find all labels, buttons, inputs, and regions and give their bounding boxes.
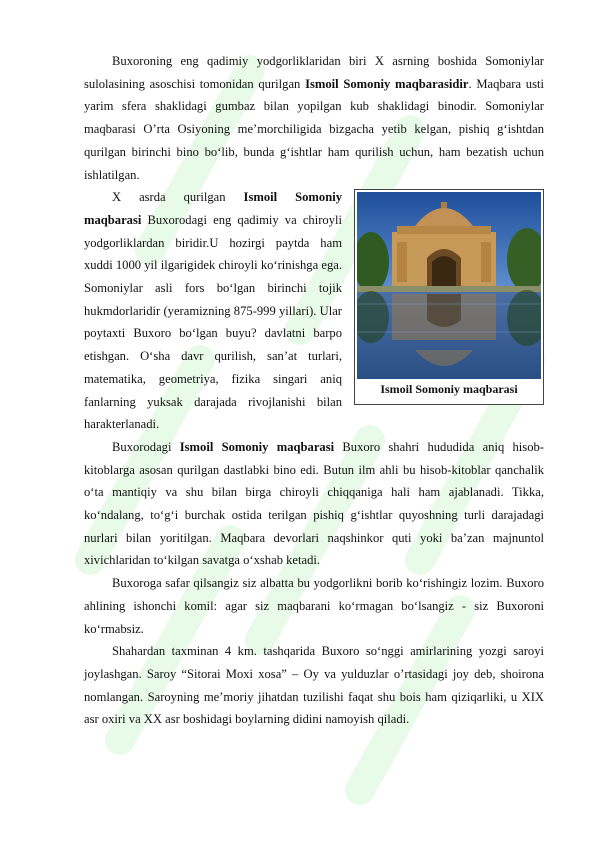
paragraph-5: Shahardan taxminan 4 km. tashqarida Buxoro so‘nggi amirlarining yozgi saroyi joylashgan. Saroy “Sitorai Moxi xosa” – Oy va yulduzlar o’rtasidagi joy deb, shoirona nomlangan. Saroyning me’moriy jihatdan tuzilishi faqat shu bois ham qiziqarliki, u XIX asr oxiri va XX asr boshidagi boylarning didini namoyish qiladi. [84,644,544,727]
bold-term: Ismoil Somoniy maqbarasi [179,439,335,454]
paragraph-1: Buxoroning eng qadimiy yodgorliklaridan biri X asrning boshida Somoniylar sulolasining asoschisi tomonidan qurilgan Ismoil Somoniy maqbarasidir. Maqbara usti yarim sfera shaklidagi gumbaz bilan yopilgan kub shaklidagi binodir. Somoniylar maqbarasi O’rta Osiyoning me’morchiligida bizgacha yetib kelgan, pishiq g‘ishtdan qurilgan birinchi bino bo‘lib, bunda g‘ishtlar ham qurilish uchun, ham bezatish uchun ishlatilgan. [84,54,544,182]
paragraph-3: Buxorodagi Ismoil Somoniy maqbarasi Buxoro shahri hududida aniq hisob-kitoblarga asosan qurilgan dastlabki bino edi. Butun ilm ahli bu hisob-kitoblar qanchalik o‘ta mantiqiy va shu bilan birga chiroyli chiqqaniga hali ham ajablanadi. Tikka, ko‘ndalang, to‘g‘i burchak ostida terilgan pishiq g‘ishtlar quyoshning turli darajadagi nurlari bilan yoritilgan. Maqbara devorlari naqshinkor quti yoki ba’zan majnuntol xivichlaridan to‘kilgan savatga o‘xshab ketadi. [84,439,544,568]
bold-term: Ismoil Somoniy maqbarasi [84,190,342,227]
paragraph-4: Buxoroga safar qilsangiz siz albatta bu yodgorlikni borib ko‘rishingiz lozim. Buxoro ahlining ishonchi komil: agar siz maqbarani ko‘rmagan bo‘lsangiz - siz Buxoroni ko‘rmabsiz. [84,576,544,636]
figure-caption: Ismoil Somoniy maqbarasi [380,382,518,397]
mausoleum-figure [354,189,544,405]
document-body [84,50,544,731]
mausoleum-photo [357,192,541,379]
paragraph-2: X asrda qurilgan Ismoil Somoniy maqbarasi Buxorodagi eng qadimiy va chiroyli yodgorliklardan biridir.U hozirgi paytda ham xuddi 1000 yil ilgarigidek chiroyli ko‘rinishga ega. Somoniylar asli fors bo‘lgan birinchi tojik hukmdorlaridir (yeramizning 875-999 yillari). Ular poytaxti Buxoro bo‘lgan buyu? davlatni barpo etishgan. O‘sha davr qurilish, san’at turlari, matematika, geometriya, fizika singari aniq fanlarning yuksak darajada rivojlanishi bilan harakterlanadi. [84,190,342,432]
bold-term: Ismoil Somoniy maqbarasidir [305,76,469,91]
